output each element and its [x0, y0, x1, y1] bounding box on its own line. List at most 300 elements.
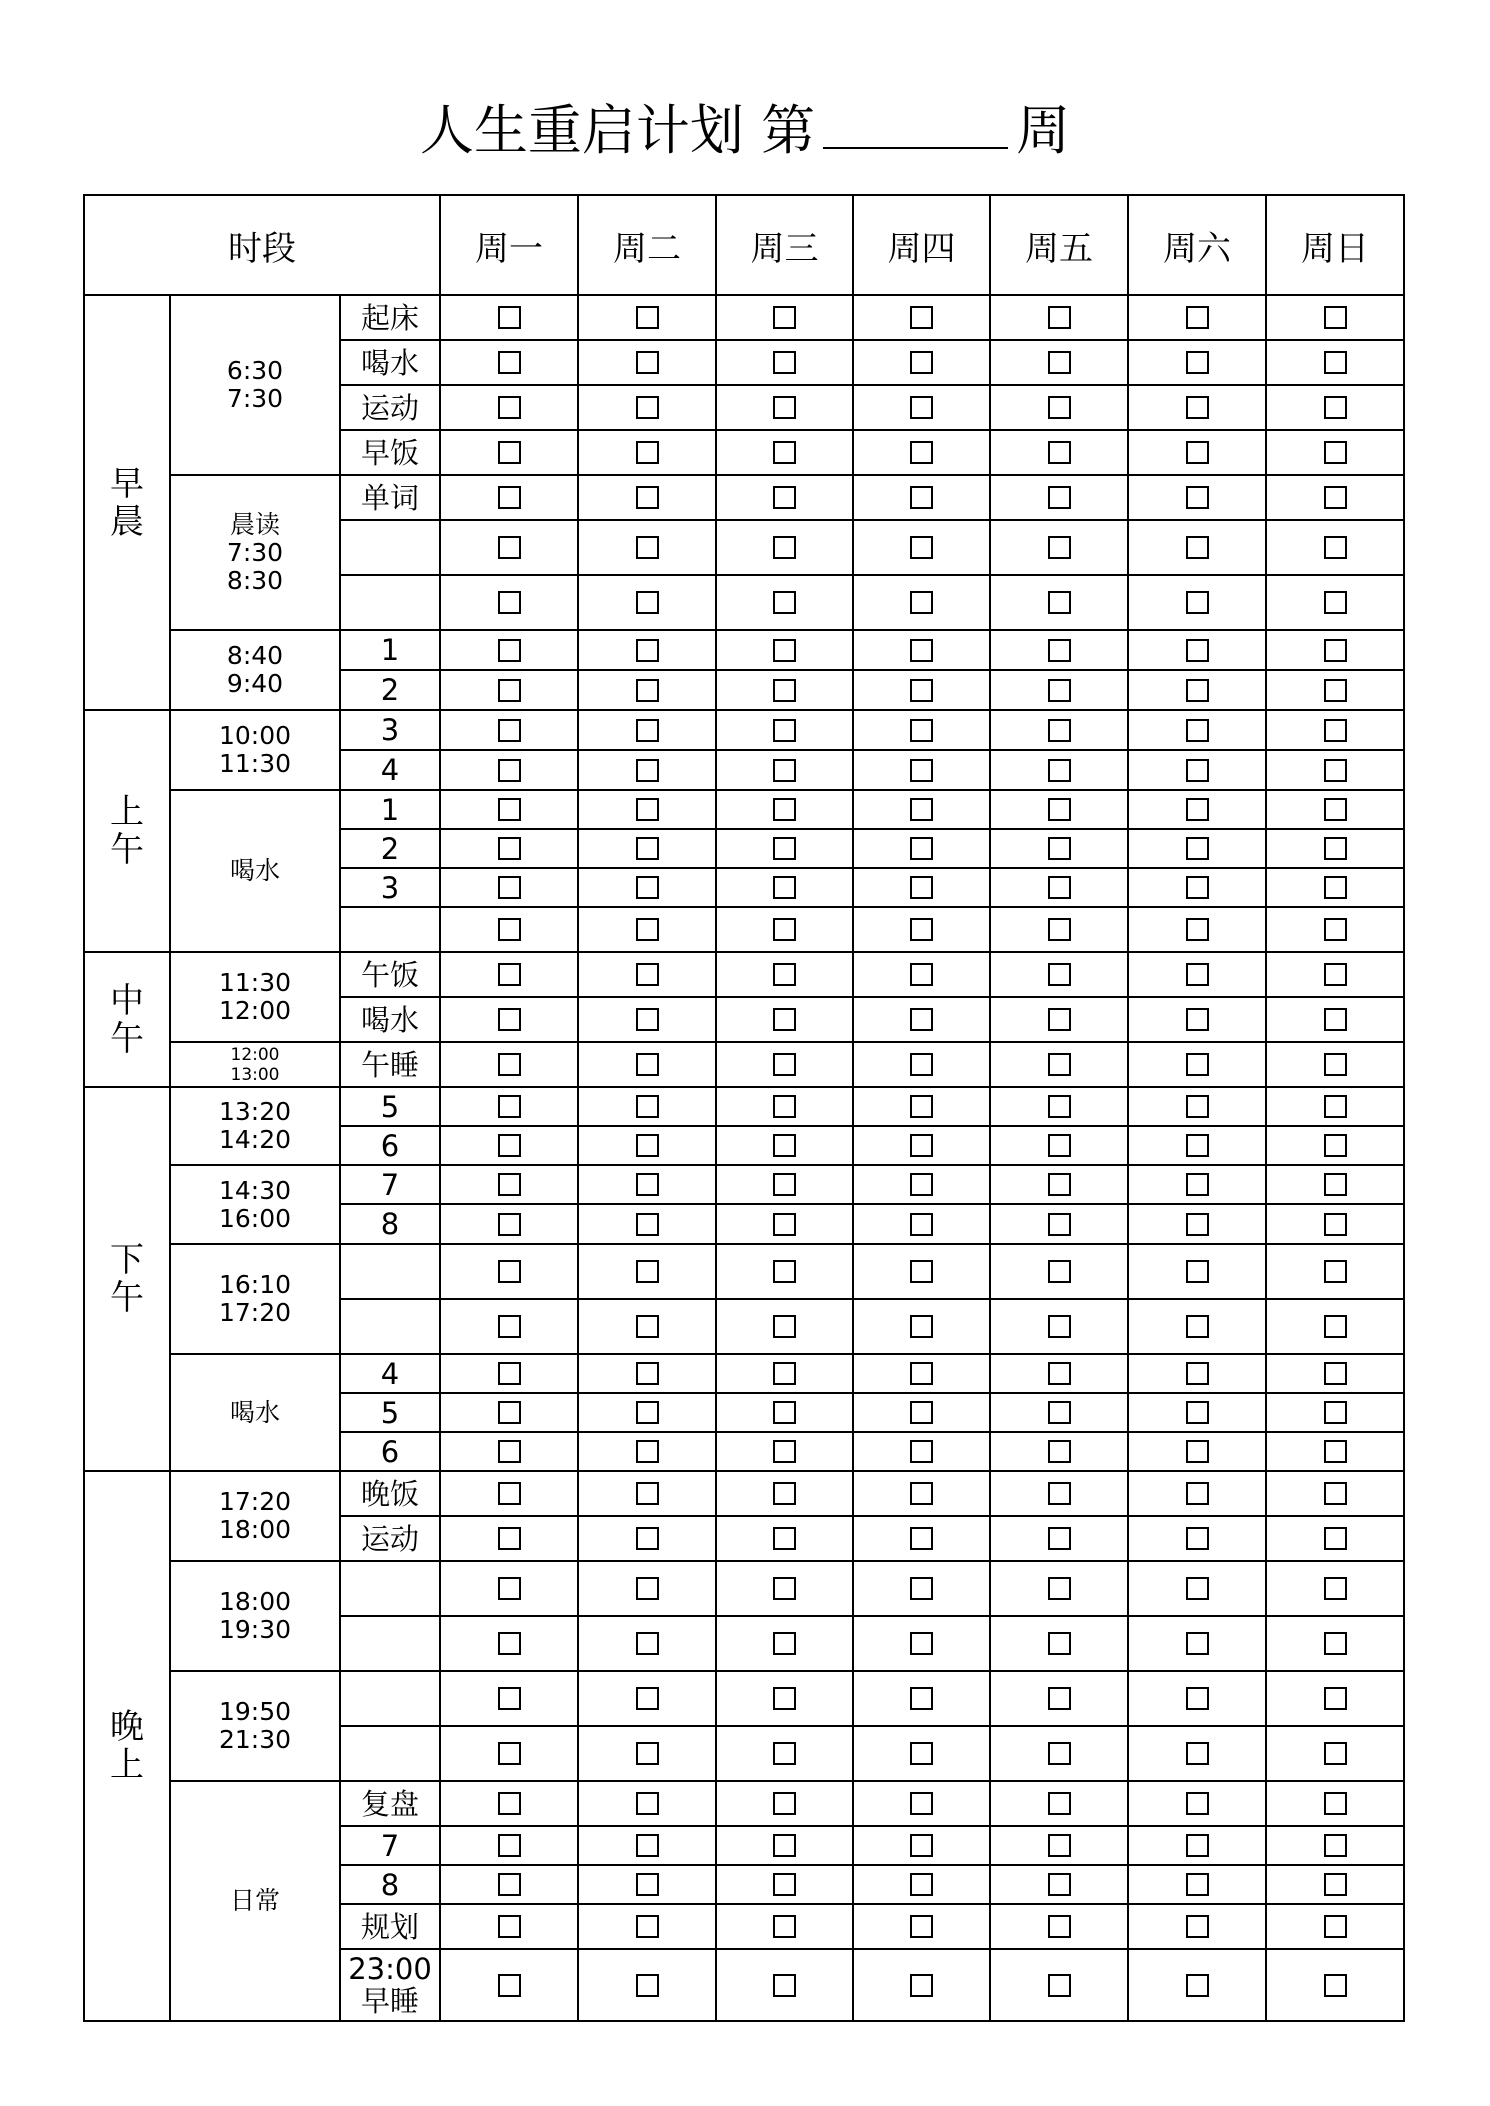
checkbox-6[interactable]: [1186, 306, 1209, 329]
checkbox-3[interactable]: [773, 1632, 796, 1655]
checkbox-2[interactable]: [636, 1053, 659, 1076]
checkbox-5[interactable]: [1048, 351, 1071, 374]
checkbox-3[interactable]: [773, 1134, 796, 1157]
checkbox-3[interactable]: [773, 639, 796, 662]
checkbox-4[interactable]: [910, 876, 933, 899]
checkbox-6[interactable]: [1186, 441, 1209, 464]
checkbox-4[interactable]: [910, 306, 933, 329]
checkbox-7[interactable]: [1324, 306, 1347, 329]
checkbox-3[interactable]: [773, 759, 796, 782]
checkbox-1[interactable]: [498, 1095, 521, 1118]
checkbox-2[interactable]: [636, 759, 659, 782]
checkbox-cell: [853, 1204, 990, 1244]
checkbox-7[interactable]: [1324, 1260, 1347, 1283]
checkbox-7[interactable]: [1324, 679, 1347, 702]
checkbox-4[interactable]: [910, 1095, 933, 1118]
checkbox-6[interactable]: [1186, 351, 1209, 374]
checkbox-5[interactable]: [1048, 1482, 1071, 1505]
checkbox-3[interactable]: [773, 837, 796, 860]
checkbox-2[interactable]: [636, 963, 659, 986]
checkbox-6[interactable]: [1186, 396, 1209, 419]
checkbox-2[interactable]: [636, 639, 659, 662]
checkbox-3[interactable]: [773, 1401, 796, 1424]
checkbox-5[interactable]: [1048, 1915, 1071, 1938]
checkbox-7[interactable]: [1324, 1632, 1347, 1655]
checkbox-3[interactable]: [773, 1915, 796, 1938]
checkbox-7[interactable]: [1324, 1008, 1347, 1031]
checkbox-7[interactable]: [1324, 486, 1347, 509]
checkbox-4[interactable]: [910, 963, 933, 986]
checkbox-3[interactable]: [773, 798, 796, 821]
checkbox-3[interactable]: [773, 1053, 796, 1076]
checkbox-cell: [990, 1516, 1128, 1561]
checkbox-6[interactable]: [1186, 536, 1209, 559]
checkbox-cell: [853, 1042, 990, 1087]
checkbox-5[interactable]: [1048, 1008, 1071, 1031]
checkbox-7[interactable]: [1324, 1440, 1347, 1463]
checkbox-7[interactable]: [1324, 1687, 1347, 1710]
checkbox-7[interactable]: [1324, 1362, 1347, 1385]
checkbox-5[interactable]: [1048, 1873, 1071, 1896]
checkbox-2[interactable]: [636, 1362, 659, 1385]
checkbox-6[interactable]: [1186, 1315, 1209, 1338]
checkbox-6[interactable]: [1186, 719, 1209, 742]
checkbox-cell: [1128, 1244, 1266, 1299]
checkbox-3[interactable]: [773, 1095, 796, 1118]
checkbox-6[interactable]: [1186, 1577, 1209, 1600]
checkbox-6[interactable]: [1186, 1482, 1209, 1505]
checkbox-6[interactable]: [1186, 759, 1209, 782]
checkbox-4[interactable]: [910, 1440, 933, 1463]
checkbox-7[interactable]: [1324, 351, 1347, 374]
checkbox-6[interactable]: [1186, 1362, 1209, 1385]
checkbox-6[interactable]: [1186, 1873, 1209, 1896]
checkbox-4[interactable]: [910, 1362, 933, 1385]
checkbox-7[interactable]: [1324, 759, 1347, 782]
checkbox-5[interactable]: [1048, 1173, 1071, 1196]
checkbox-4[interactable]: [910, 536, 933, 559]
checkbox-5[interactable]: [1048, 1742, 1071, 1765]
checkbox-cell: [578, 1204, 716, 1244]
checkbox-5[interactable]: [1048, 1577, 1071, 1600]
activity-label: 7: [380, 1828, 400, 1863]
checkbox-4[interactable]: [910, 1482, 933, 1505]
checkbox-3[interactable]: [773, 1362, 796, 1385]
checkbox-5[interactable]: [1048, 1134, 1071, 1157]
checkbox-2[interactable]: [636, 536, 659, 559]
checkbox-6[interactable]: [1186, 837, 1209, 860]
checkbox-4[interactable]: [910, 798, 933, 821]
checkbox-cell: [1266, 997, 1404, 1042]
checkbox-4[interactable]: [910, 1527, 933, 1550]
checkbox-5[interactable]: [1048, 1362, 1071, 1385]
checkbox-7[interactable]: [1324, 1173, 1347, 1196]
checkbox-5[interactable]: [1048, 639, 1071, 662]
checkbox-2[interactable]: [636, 591, 659, 614]
checkbox-1[interactable]: [498, 759, 521, 782]
checkbox-7[interactable]: [1324, 639, 1347, 662]
checkbox-1[interactable]: [498, 837, 521, 860]
checkbox-7[interactable]: [1324, 1053, 1347, 1076]
checkbox-4[interactable]: [910, 719, 933, 742]
checkbox-2[interactable]: [636, 1008, 659, 1031]
checkbox-6[interactable]: [1186, 1134, 1209, 1157]
checkbox-3[interactable]: [773, 1834, 796, 1857]
checkbox-5[interactable]: [1048, 1095, 1071, 1118]
checkbox-7[interactable]: [1324, 1095, 1347, 1118]
checkbox-5[interactable]: [1048, 1632, 1071, 1655]
checkbox-6[interactable]: [1186, 591, 1209, 614]
checkbox-6[interactable]: [1186, 486, 1209, 509]
checkbox-7[interactable]: [1324, 1527, 1347, 1550]
checkbox-1[interactable]: [498, 876, 521, 899]
checkbox-5[interactable]: [1048, 536, 1071, 559]
checkbox-7[interactable]: [1324, 1134, 1347, 1157]
checkbox-2[interactable]: [636, 441, 659, 464]
checkbox-5[interactable]: [1048, 679, 1071, 702]
checkbox-2[interactable]: [636, 918, 659, 941]
checkbox-3[interactable]: [773, 1440, 796, 1463]
time-group-label: 6:30 7:30: [226, 356, 284, 413]
checkbox-5[interactable]: [1048, 963, 1071, 986]
activity-label: 起床: [360, 300, 419, 335]
checkbox-1[interactable]: [498, 1482, 521, 1505]
checkbox-5[interactable]: [1048, 591, 1071, 614]
checkbox-1[interactable]: [498, 1632, 521, 1655]
checkbox-2[interactable]: [636, 306, 659, 329]
checkbox-cell: [716, 575, 853, 630]
checkbox-7[interactable]: [1324, 1482, 1347, 1505]
checkbox-6[interactable]: [1186, 1687, 1209, 1710]
checkbox-4[interactable]: [910, 1742, 933, 1765]
checkbox-4[interactable]: [910, 1632, 933, 1655]
checkbox-2[interactable]: [636, 1915, 659, 1938]
checkbox-6[interactable]: [1186, 1260, 1209, 1283]
checkbox-1[interactable]: [498, 306, 521, 329]
checkbox-1[interactable]: [498, 963, 521, 986]
checkbox-2[interactable]: [636, 719, 659, 742]
checkbox-6[interactable]: [1186, 1915, 1209, 1938]
checkbox-4[interactable]: [910, 1053, 933, 1076]
checkbox-cell: [1128, 1726, 1266, 1781]
checkbox-6[interactable]: [1186, 798, 1209, 821]
checkbox-3[interactable]: [773, 306, 796, 329]
checkbox-2[interactable]: [636, 1173, 659, 1196]
checkbox-5[interactable]: [1048, 1792, 1071, 1815]
checkbox-2[interactable]: [636, 1315, 659, 1338]
checkbox-3[interactable]: [773, 1008, 796, 1031]
checkbox-2[interactable]: [636, 1792, 659, 1815]
checkbox-4[interactable]: [910, 1577, 933, 1600]
checkbox-2[interactable]: [636, 679, 659, 702]
checkbox-3[interactable]: [773, 396, 796, 419]
checkbox-cell: [440, 1561, 578, 1616]
checkbox-7[interactable]: [1324, 719, 1347, 742]
checkbox-5[interactable]: [1048, 759, 1071, 782]
checkbox-cell: [578, 430, 716, 475]
checkbox-1[interactable]: [498, 1792, 521, 1815]
checkbox-4[interactable]: [910, 759, 933, 782]
checkbox-3[interactable]: [773, 963, 796, 986]
checkbox-2[interactable]: [636, 486, 659, 509]
checkbox-1[interactable]: [498, 1915, 521, 1938]
checkbox-1[interactable]: [498, 679, 521, 702]
checkbox-7[interactable]: [1324, 441, 1347, 464]
checkbox-3[interactable]: [773, 351, 796, 374]
checkbox-4[interactable]: [910, 1134, 933, 1157]
checkbox-2[interactable]: [636, 1095, 659, 1118]
period-label-2: 上 午: [110, 792, 144, 870]
checkbox-1[interactable]: [498, 1742, 521, 1765]
checkbox-3[interactable]: [773, 1260, 796, 1283]
checkbox-5[interactable]: [1048, 1053, 1071, 1076]
checkbox-cell: [716, 520, 853, 575]
checkbox-5[interactable]: [1048, 798, 1071, 821]
checkbox-7[interactable]: [1324, 963, 1347, 986]
checkbox-6[interactable]: [1186, 1008, 1209, 1031]
checkbox-cell: [853, 1826, 990, 1865]
checkbox-1[interactable]: [498, 1401, 521, 1424]
checkbox-7[interactable]: [1324, 1974, 1347, 1997]
checkbox-5[interactable]: [1048, 918, 1071, 941]
checkbox-7[interactable]: [1324, 1401, 1347, 1424]
checkbox-7[interactable]: [1324, 918, 1347, 941]
checkbox-2[interactable]: [636, 1974, 659, 1997]
checkbox-1[interactable]: [498, 1974, 521, 1997]
day-header-1: 周一: [475, 228, 543, 269]
checkbox-5[interactable]: [1048, 1974, 1071, 1997]
checkbox-6[interactable]: [1186, 963, 1209, 986]
checkbox-1[interactable]: [498, 1315, 521, 1338]
checkbox-1[interactable]: [498, 639, 521, 662]
checkbox-4[interactable]: [910, 1260, 933, 1283]
checkbox-3[interactable]: [773, 1527, 796, 1550]
checkbox-5[interactable]: [1048, 1834, 1071, 1857]
checkbox-6[interactable]: [1186, 1173, 1209, 1196]
checkbox-4[interactable]: [910, 639, 933, 662]
checkbox-3[interactable]: [773, 1173, 796, 1196]
checkbox-1[interactable]: [498, 441, 521, 464]
checkbox-2[interactable]: [636, 1873, 659, 1896]
checkbox-1[interactable]: [498, 351, 521, 374]
checkbox-4[interactable]: [910, 591, 933, 614]
checkbox-1[interactable]: [498, 1134, 521, 1157]
period-label-4: 下 午: [110, 1240, 144, 1318]
checkbox-5[interactable]: [1048, 486, 1071, 509]
checkbox-3[interactable]: [773, 441, 796, 464]
checkbox-cell: [990, 575, 1128, 630]
checkbox-3[interactable]: [773, 486, 796, 509]
checkbox-4[interactable]: [910, 1792, 933, 1815]
checkbox-6[interactable]: [1186, 1095, 1209, 1118]
checkbox-4[interactable]: [910, 1915, 933, 1938]
checkbox-1[interactable]: [498, 1440, 521, 1463]
checkbox-2[interactable]: [636, 1577, 659, 1600]
checkbox-2[interactable]: [636, 1482, 659, 1505]
checkbox-cell: [578, 1516, 716, 1561]
checkbox-1[interactable]: [498, 396, 521, 419]
checkbox-2[interactable]: [636, 837, 659, 860]
checkbox-7[interactable]: [1324, 396, 1347, 419]
checkbox-5[interactable]: [1048, 837, 1071, 860]
checkbox-3[interactable]: [773, 1213, 796, 1236]
checkbox-1[interactable]: [498, 1873, 521, 1896]
checkbox-4[interactable]: [910, 486, 933, 509]
checkbox-1[interactable]: [498, 1260, 521, 1283]
checkbox-5[interactable]: [1048, 1687, 1071, 1710]
checkbox-6[interactable]: [1186, 1742, 1209, 1765]
checkbox-5[interactable]: [1048, 1260, 1071, 1283]
checkbox-1[interactable]: [498, 1213, 521, 1236]
checkbox-1[interactable]: [498, 1173, 521, 1196]
checkbox-4[interactable]: [910, 441, 933, 464]
checkbox-6[interactable]: [1186, 639, 1209, 662]
checkbox-4[interactable]: [910, 918, 933, 941]
checkbox-3[interactable]: [773, 591, 796, 614]
checkbox-4[interactable]: [910, 1315, 933, 1338]
checkbox-4[interactable]: [910, 1173, 933, 1196]
checkbox-cell: [1266, 1393, 1404, 1432]
checkbox-2[interactable]: [636, 1742, 659, 1765]
checkbox-6[interactable]: [1186, 1401, 1209, 1424]
checkbox-7[interactable]: [1324, 1873, 1347, 1896]
checkbox-1[interactable]: [498, 1053, 521, 1076]
checkbox-3[interactable]: [773, 1687, 796, 1710]
checkbox-3[interactable]: [773, 1577, 796, 1600]
checkbox-3[interactable]: [773, 918, 796, 941]
checkbox-3[interactable]: [773, 536, 796, 559]
checkbox-5[interactable]: [1048, 441, 1071, 464]
checkbox-2[interactable]: [636, 798, 659, 821]
checkbox-3[interactable]: [773, 1974, 796, 1997]
checkbox-6[interactable]: [1186, 1834, 1209, 1857]
checkbox-2[interactable]: [636, 1687, 659, 1710]
checkbox-4[interactable]: [910, 351, 933, 374]
checkbox-6[interactable]: [1186, 679, 1209, 702]
checkbox-6[interactable]: [1186, 1440, 1209, 1463]
checkbox-6[interactable]: [1186, 918, 1209, 941]
checkbox-3[interactable]: [773, 1315, 796, 1338]
checkbox-3[interactable]: [773, 719, 796, 742]
checkbox-cell: [1128, 907, 1266, 952]
checkbox-3[interactable]: [773, 1742, 796, 1765]
day-header-2: 周二: [613, 228, 681, 269]
checkbox-6[interactable]: [1186, 1792, 1209, 1815]
checkbox-1[interactable]: [498, 1834, 521, 1857]
checkbox-5[interactable]: [1048, 306, 1071, 329]
checkbox-6[interactable]: [1186, 1632, 1209, 1655]
checkbox-4[interactable]: [910, 1687, 933, 1710]
checkbox-6[interactable]: [1186, 1527, 1209, 1550]
checkbox-7[interactable]: [1324, 1577, 1347, 1600]
checkbox-2[interactable]: [636, 1213, 659, 1236]
checkbox-cell: [1266, 340, 1404, 385]
checkbox-7[interactable]: [1324, 591, 1347, 614]
checkbox-1[interactable]: [498, 1008, 521, 1031]
checkbox-4[interactable]: [910, 837, 933, 860]
checkbox-3[interactable]: [773, 679, 796, 702]
checkbox-6[interactable]: [1186, 1053, 1209, 1076]
checkbox-cell: [578, 1126, 716, 1165]
checkbox-2[interactable]: [636, 1632, 659, 1655]
checkbox-cell: [440, 520, 578, 575]
checkbox-cell: [990, 750, 1128, 790]
checkbox-4[interactable]: [910, 1873, 933, 1896]
checkbox-5[interactable]: [1048, 1315, 1071, 1338]
checkbox-7[interactable]: [1324, 837, 1347, 860]
checkbox-1[interactable]: [498, 719, 521, 742]
checkbox-cell: [578, 1244, 716, 1299]
checkbox-5[interactable]: [1048, 396, 1071, 419]
checkbox-2[interactable]: [636, 351, 659, 374]
checkbox-5[interactable]: [1048, 1213, 1071, 1236]
checkbox-7[interactable]: [1324, 536, 1347, 559]
checkbox-6[interactable]: [1186, 876, 1209, 899]
checkbox-5[interactable]: [1048, 1401, 1071, 1424]
checkbox-1[interactable]: [498, 1577, 521, 1600]
checkbox-1[interactable]: [498, 536, 521, 559]
checkbox-7[interactable]: [1324, 1315, 1347, 1338]
checkbox-7[interactable]: [1324, 1213, 1347, 1236]
checkbox-4[interactable]: [910, 1401, 933, 1424]
checkbox-2[interactable]: [636, 396, 659, 419]
checkbox-1[interactable]: [498, 591, 521, 614]
checkbox-4[interactable]: [910, 1213, 933, 1236]
checkbox-5[interactable]: [1048, 1440, 1071, 1463]
checkbox-1[interactable]: [498, 798, 521, 821]
checkbox-1[interactable]: [498, 486, 521, 509]
checkbox-5[interactable]: [1048, 876, 1071, 899]
checkbox-cell: [1128, 1904, 1266, 1949]
checkbox-cell: [578, 790, 716, 829]
checkbox-5[interactable]: [1048, 719, 1071, 742]
checkbox-7[interactable]: [1324, 1792, 1347, 1815]
checkbox-4[interactable]: [910, 1008, 933, 1031]
checkbox-cell: [1266, 1865, 1404, 1904]
checkbox-2[interactable]: [636, 1260, 659, 1283]
checkbox-4[interactable]: [910, 1834, 933, 1857]
checkbox-6[interactable]: [1186, 1974, 1209, 1997]
checkbox-cell: [716, 340, 853, 385]
checkbox-1[interactable]: [498, 1527, 521, 1550]
checkbox-4[interactable]: [910, 1974, 933, 1997]
checkbox-1[interactable]: [498, 918, 521, 941]
checkbox-3[interactable]: [773, 1482, 796, 1505]
checkbox-7[interactable]: [1324, 798, 1347, 821]
checkbox-6[interactable]: [1186, 1213, 1209, 1236]
checkbox-7[interactable]: [1324, 876, 1347, 899]
checkbox-7[interactable]: [1324, 1834, 1347, 1857]
checkbox-cell: [1128, 1126, 1266, 1165]
checkbox-2[interactable]: [636, 1401, 659, 1424]
checkbox-7[interactable]: [1324, 1915, 1347, 1938]
checkbox-2[interactable]: [636, 1834, 659, 1857]
checkbox-1[interactable]: [498, 1687, 521, 1710]
checkbox-5[interactable]: [1048, 1527, 1071, 1550]
checkbox-1[interactable]: [498, 1362, 521, 1385]
checkbox-3[interactable]: [773, 1873, 796, 1896]
checkbox-2[interactable]: [636, 1527, 659, 1550]
checkbox-2[interactable]: [636, 1440, 659, 1463]
checkbox-4[interactable]: [910, 396, 933, 419]
checkbox-4[interactable]: [910, 679, 933, 702]
checkbox-2[interactable]: [636, 876, 659, 899]
checkbox-2[interactable]: [636, 1134, 659, 1157]
checkbox-3[interactable]: [773, 1792, 796, 1815]
activity-label: [340, 1726, 440, 1781]
checkbox-3[interactable]: [773, 876, 796, 899]
checkbox-7[interactable]: [1324, 1742, 1347, 1765]
